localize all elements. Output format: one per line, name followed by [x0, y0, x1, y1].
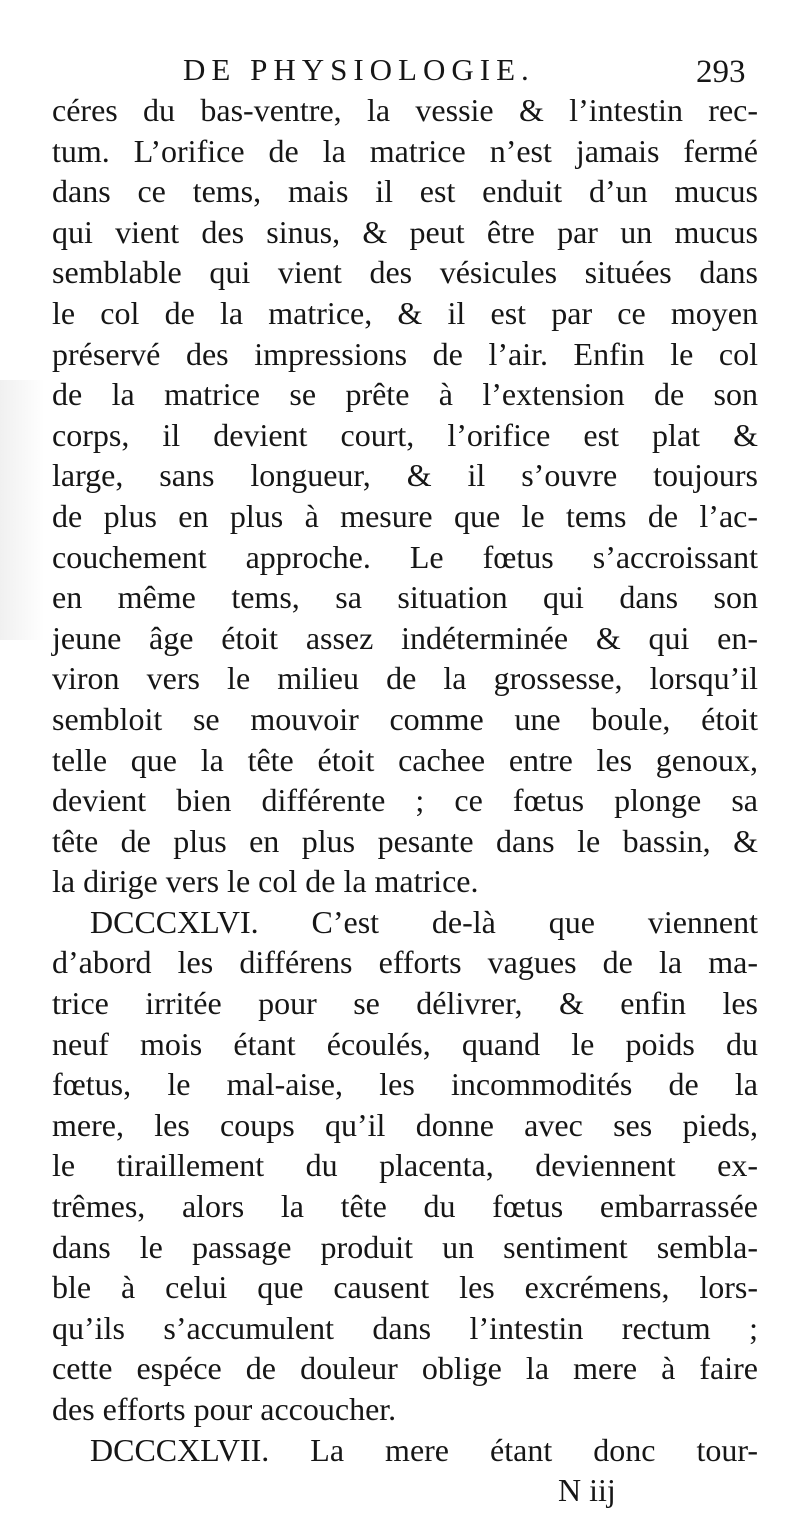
text-line: large, sans longueur, & il s’ouvre toujours: [52, 457, 758, 494]
text-line: de plus en plus à mesure que le tems de l’ac-: [52, 497, 758, 534]
text-line: tête de plus en plus pesante dans le bassin, &: [52, 822, 758, 859]
page-header: [0, 50, 800, 94]
text-line: neuf mois étant écoulés, quand le poids du: [52, 1025, 758, 1062]
text-line: le tiraillement du placenta, deviennent ex-: [52, 1147, 758, 1184]
text-line: la dirige vers le col de la matrice.: [52, 863, 479, 900]
text-line: corps, il devient court, l’orifice est plat &: [52, 416, 758, 453]
text-line: tum. L’orifice de la matrice n’est jamais fermé: [52, 132, 758, 169]
text-line: jeune âge étoit assez indéterminée & qui en-: [52, 619, 758, 656]
text-line: mere, les coups qu’il donne avec ses pieds,: [52, 1106, 758, 1143]
text-line: viron vers le milieu de la grossesse, lorsqu’il: [52, 660, 758, 697]
text-line: DCCCXLVI. C’est de-là que viennent: [90, 903, 758, 940]
signature-mark: N iij: [558, 1472, 616, 1508]
text-line: dans ce tems, mais il est enduit d’un mucus: [52, 173, 758, 210]
text-line: trice irritée pour se délivrer, & enfin les: [52, 985, 758, 1022]
text-line: cette espéce de douleur oblige la mere à faire: [52, 1350, 758, 1387]
page-shadow: [0, 380, 45, 640]
text-line: en même tems, sa situation qui dans son: [52, 579, 758, 616]
text-line: d’abord les différens efforts vagues de la ma-: [52, 944, 758, 981]
text-line: fœtus, le mal-aise, les incommodités de la: [52, 1066, 758, 1103]
text-line: DCCCXLVII. La mere étant donc tour-: [90, 1431, 758, 1468]
text-line: le col de la matrice, & il est par ce moyen: [52, 294, 758, 331]
text-line: céres du bas-ventre, la vessie & l’intestin rec-: [52, 92, 758, 128]
text-line: des efforts pour accoucher.: [52, 1391, 397, 1427]
text-line: qu’ils s’accumulent dans l’intestin rectum ;: [52, 1309, 758, 1346]
text-line: de la matrice se prête à l’extension de son: [52, 376, 758, 413]
text-line: telle que la tête étoit cachee entre les genoux,: [52, 741, 758, 778]
text-line: ble à celui que causent les excrémens, lors-: [52, 1269, 758, 1306]
text-line: qui vient des sinus, & peut être par un mucus: [52, 213, 758, 250]
text-line: semblable qui vient des vésicules situées dans: [52, 254, 758, 291]
body-text: [52, 90, 758, 1470]
page-number: 293: [696, 54, 746, 90]
running-title: DE PHYSIOLOGIE.: [183, 52, 535, 87]
text-line: couchement approche. Le fœtus s’accroissant: [52, 538, 758, 575]
text-line: trêmes, alors la tête du fœtus embarrassée: [52, 1188, 758, 1225]
text-line: devient bien différente ; ce fœtus plonge sa: [52, 782, 758, 819]
text-line: dans le passage produit un sentiment sembla-: [52, 1228, 758, 1265]
text-line: sembloit se mouvoir comme une boule, étoit: [52, 700, 758, 737]
text-line: préservé des impressions de l’air. Enfin le col: [52, 335, 758, 372]
